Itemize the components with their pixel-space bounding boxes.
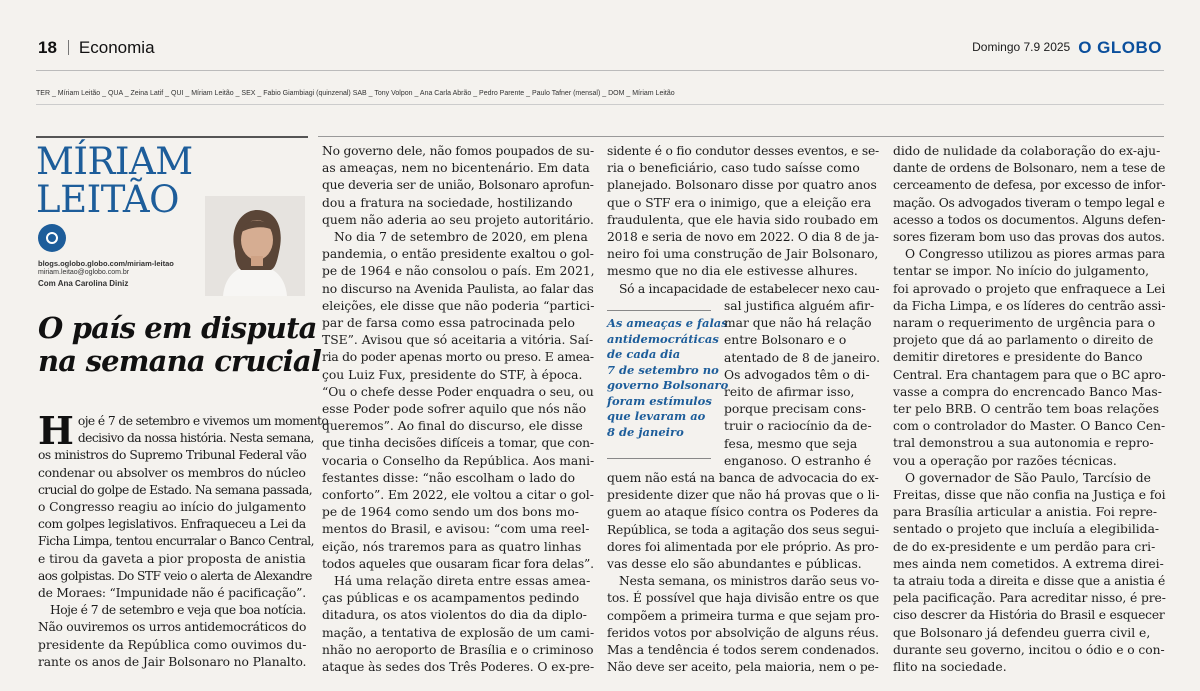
issue-date: Domingo 7.9 2025 <box>972 40 1071 54</box>
article-line: acesso a todos os documentos. Alguns defen- <box>893 212 1166 227</box>
article-line: que o STF era o inimigo, que a eleição era <box>607 195 872 210</box>
page-number: 18 <box>38 38 57 57</box>
article-line: demitir diretores e presidente do Banco <box>893 350 1143 365</box>
pull-quote-line: foram estímulos <box>607 393 712 408</box>
article-line: Ficha Limpa, tentou encurralar o Banco Central, <box>38 534 314 549</box>
article-line: “Ou o chefe desse Poder enquadra o seu, ou <box>322 384 594 399</box>
article-line: Só a incapacidade de estabelecer nexo cau- <box>619 281 880 296</box>
article-line: Há uma relação direta entre essas amea- <box>334 574 591 589</box>
header-rule <box>36 70 1164 71</box>
article-line: nhão no aeroporto de Brasília e o criminoso <box>322 642 594 657</box>
article-line: ças públicas e os acampamentos pedindo <box>322 591 580 606</box>
article-line: pandemia, o então presidente exaltou o gol- <box>322 247 594 262</box>
columnist-name <box>36 140 193 221</box>
article-line: sentado o projeto que incluía a elegibilida- <box>893 522 1160 537</box>
article-line: Freitas, disse que não confia na Justiça e foi <box>893 488 1166 503</box>
article-column-1 <box>38 408 329 671</box>
article-line: tral demonstrou a sua autonomia e repro- <box>893 436 1154 451</box>
article-line: Nesta semana, os ministros darão seus vo- <box>619 574 879 589</box>
pull-quote-line: 8 de janeiro <box>607 424 684 439</box>
article-line: com golpes legislativos. Enfraqueceu a Lei da <box>38 517 306 532</box>
column-rule-right <box>318 136 1164 137</box>
article-line: quem não está na banca de advocacia do ex- <box>607 471 879 485</box>
article-line: de do ex-presidente e um perdão para cri- <box>893 539 1156 554</box>
article-line: compõem a primeira turma e que sejam pro- <box>607 608 880 623</box>
article-line: sores fizeram bom uso das provas dos autos. <box>893 230 1165 245</box>
pull-quote-line: As ameaças e falas <box>607 316 728 330</box>
article-line: sal justifica alguém afir- <box>724 299 875 313</box>
article-line: Não ouviremos os urros antidemocráticos do <box>38 620 307 635</box>
article-line: tos. É possível que haja divisão entre os que <box>607 591 880 606</box>
article-line: ciso descrer da História do Brasil e esquecer <box>893 608 1165 623</box>
article-line: ria do poder apenas morto ou preso. E amea- <box>322 350 594 365</box>
article-line: feridos votos por absolvição de alguns réus. <box>607 625 879 640</box>
article-line: planejado. Bolsonaro disse por quatro anos <box>607 178 877 193</box>
article-column-2 <box>322 143 594 676</box>
article-line: quem não aderia ao seu projeto autoritário. <box>322 212 594 227</box>
article-line: O governador de São Paulo, Tarcísio de <box>905 470 1151 485</box>
article-line: mesmo que no dia ele estivesse alhures. <box>607 264 858 279</box>
section-name: Economia <box>78 38 155 57</box>
pull-quote-line: antidemocráticas <box>607 331 719 346</box>
article-line: Mas a tendência é todos serem condenados. <box>607 643 880 658</box>
article-line: rante os anos de Jair Bolsonaro no Planalto. <box>38 654 307 669</box>
article-line: vou a operação por razões técnicas. <box>893 453 1117 468</box>
article-line: guem ao ataque físico contra os Poderes da <box>607 505 879 520</box>
article-line: mação. Os advogados tiveram o tempo legal e <box>893 195 1165 210</box>
article-line: dante de ordens de Bolsonaro, nem a tese de <box>893 161 1166 176</box>
article-line: decisivo da nossa história. Nesta semana, <box>77 431 314 446</box>
article-line: 2018 e seria de novo em 2022. O dia 8 de ja- <box>607 230 879 245</box>
article-line: flito na sociedade. <box>893 660 1007 675</box>
article-line: mes ainda nem cometidos. A extrema direi- <box>893 556 1164 571</box>
article-line: as ameaças, nem no bicentenário. Em data <box>322 161 590 176</box>
article-line: que deveria ser de união, Bolsonaro aprofun- <box>322 178 594 193</box>
column-credits <box>38 259 174 291</box>
article-line: truir o raciocínio da de- <box>724 419 872 434</box>
article-line: dido de nulidade da colaboração do ex-aju- <box>893 144 1161 158</box>
article-line: o Congresso reagiu ao início do julgamento <box>38 500 306 515</box>
article-line: no discurso na Avenida Paulista, ao falar das <box>322 281 594 296</box>
article-line: durante seu governo, incitou o ódio e o con- <box>893 642 1165 657</box>
article-line: ter pelo BRB. O centrão tem boas relações <box>893 402 1159 417</box>
article-line: çou Luiz Fux, presidente do STF, à época. <box>322 367 583 382</box>
article-line: oje é 7 de setembro e vivemos um momento <box>77 414 329 428</box>
article-line: O Congresso utilizou as piores armas para <box>905 247 1166 262</box>
article-line: atentado de 8 de janeiro. <box>724 350 881 365</box>
article-line: mar que não há relação <box>724 316 872 331</box>
pull-quote-line: 7 de setembro no <box>607 362 719 377</box>
article-line: Não deve ser aceito, pela maioria, nem o pe- <box>607 660 879 675</box>
article-line: presidente da República como ouvimos du- <box>38 637 307 652</box>
article-line: presidente dizer que não há provas que o li- <box>607 488 880 503</box>
author-email: miriam.leitao@oglobo.com.br <box>38 269 130 276</box>
article-line: par de farsa como essa patrocinada pelo <box>322 316 575 331</box>
pull-quote-line: que levaram ao <box>607 409 706 423</box>
header-divider <box>68 40 69 55</box>
article-line: crucial do golpe de Estado. Na semana passada, <box>38 482 313 497</box>
article-line: reito de afirmar isso, <box>724 385 855 400</box>
article-line: foi aprovado o projeto que enfraquece a Lei <box>893 281 1166 296</box>
headline-line2: na semana crucial <box>38 344 322 378</box>
article-column-3-bottom <box>607 470 879 676</box>
page-header-left <box>38 38 155 58</box>
article-line: eleições, ele disse que não poderia “partici- <box>322 298 595 313</box>
pull-quote-line: governo Bolsonaro <box>607 378 729 392</box>
article-line: neiro foi uma construção de Jair Bolsonaro, <box>607 247 879 262</box>
article-line: eição, nós traremos para as quatro linhas <box>322 539 582 554</box>
article-line: Hoje é 7 de setembro e veja que boa notícia. <box>50 603 306 618</box>
article-line: vocaria o Conselho da República. Aos mani- <box>322 453 595 468</box>
article-line: pela pacificação. Para acreditar nisso, é pre- <box>893 591 1166 606</box>
article-line: vasse a compra do encrencado Banco Mas- <box>893 384 1162 399</box>
article-line: pe de 1964 como sendo um dos bons mo- <box>322 505 579 520</box>
article-line: com o controlador do Master. O Banco Cen- <box>893 419 1166 434</box>
article-line: Central. Era chantagem para que o BC apro- <box>893 367 1166 382</box>
pull-quote <box>607 316 729 440</box>
article-headline <box>38 311 322 378</box>
article-line: os ministros do Supremo Tribunal Federal vão <box>38 448 307 463</box>
article-line: conforto”. Em 2022, ele voltou a citar o gol- <box>322 488 594 503</box>
article-line: porque precisam cons- <box>724 402 866 417</box>
article-line: todos aqueles que ousaram ficar fora delas”. <box>322 556 594 571</box>
columnist-name-line2: LEITÃO <box>36 178 179 221</box>
globo-o-icon <box>38 224 66 252</box>
article-column-3-side <box>724 298 880 470</box>
article-line: ataque às sedes dos Três Poderes. O ex-pre- <box>322 660 595 675</box>
article-line: entre Bolsonaro e o <box>724 333 847 348</box>
co-author: Com Ana Carolina Diniz <box>38 279 129 288</box>
article-line: mentos do Brasil, e avisou: “com uma reel- <box>322 522 590 537</box>
article-line: queremos”. Ao final do discurso, ele disse <box>322 419 583 434</box>
columnist-photo <box>205 196 305 296</box>
column-rule-left <box>36 136 308 138</box>
article-line: mação, a tentativa de explosão de um cami- <box>322 625 595 640</box>
article-line: No dia 7 de setembro de 2020, em plena <box>334 230 588 245</box>
columnist-schedule: TER _ Míriam Leitão _ QUA _ Zeina Latif _ QUI _ Míriam Leitão _ SEX _ Fabio Giambiagi (quinzenal) SAB _ Tony Volpon _ Ana Carla Abrão _ Pedro Parente _ Paulo Tafner (mensal) _ DOM _ Míriam Leitão <box>36 90 675 97</box>
article-line: vas desse elo são abundantes e públicas. <box>607 557 862 572</box>
article-column-3-top <box>607 143 879 298</box>
article-line: cerceamento de defesa, por excesso de infor- <box>893 178 1166 193</box>
columnist-name-line1: MÍRIAM <box>36 140 193 183</box>
article-line: fraudulenta, que ele havia sido roubado em <box>607 212 879 227</box>
article-line: ditadura, os atos violentos do dia da diplo- <box>322 608 587 623</box>
article-line: dores foi alimentada por ele próprio. As pro- <box>607 539 879 554</box>
article-line: No governo dele, não fomos poupados de su- <box>322 144 594 158</box>
article-line: sidente é o fio condutor desses eventos, e se- <box>607 144 879 158</box>
article-line: ria o beneficiário, caso tudo saísse como <box>607 161 860 176</box>
article-line: condenar ou absolver os membros do núcleo <box>38 465 306 480</box>
article-line: ta atraiu toda a direita e disse que a anistia é <box>893 574 1166 589</box>
article-line: República, se toda a agitação dos seus segui- <box>607 522 879 537</box>
article-line: e tirou da gaveta a pior proposta de anistia <box>38 551 306 566</box>
article-line: TSE”. Avisou que só aceitaria a vitória. Saí- <box>322 333 594 348</box>
article-line: da Ficha Limpa, e os líderes do centrão assi- <box>893 298 1166 313</box>
article-line: esse Poder pode sofrer aquilo que nós não <box>322 402 587 417</box>
article-line: naram o requerimento de urgência para o <box>893 316 1156 331</box>
article-line: enganoso. O estranho é <box>724 453 872 468</box>
article-line: tentar se impor. No início do julgamento, <box>893 264 1150 279</box>
drop-cap: H <box>38 408 74 453</box>
pull-quote-line: de cada dia <box>607 347 681 361</box>
article-line: de Moraes: “Impunidade não é pacificação”. <box>38 586 306 601</box>
pull-quote-rule-bottom <box>607 458 711 459</box>
article-line: fesa, mesmo que seja <box>724 436 858 451</box>
page-header-right <box>972 38 1162 58</box>
article-line: pe de 1964 e não consolou o país. Em 2021, <box>322 264 595 279</box>
article-column-4 <box>893 143 1165 676</box>
article-line: para Brasília articular a anistia. Foi repre- <box>893 505 1158 520</box>
article-line: dou a fratura na sociedade, hostilizando <box>322 195 573 210</box>
pull-quote-rule-top <box>607 310 711 311</box>
article-line: festantes disse: “não escolham o lado do <box>322 470 576 485</box>
newspaper-logo: O GLOBO <box>1078 38 1162 57</box>
article-line: Os advogados têm o di- <box>724 367 870 382</box>
schedule-rule <box>36 104 1164 105</box>
article-line: aos golpistas. Do STF veio o alerta de Alexandre <box>38 568 312 583</box>
article-line: projeto que dá ao parlamento o direito de <box>893 333 1154 348</box>
article-line: que tinha decisões difíceis a tomar, que con- <box>322 436 594 451</box>
headline-line1: O país em disputa <box>38 311 317 345</box>
article-line: que Bolsonaro já defendeu guerra civil e, <box>893 625 1151 640</box>
blog-url: blogs.oglobo.globo.com/miriam-leitao <box>38 259 174 268</box>
